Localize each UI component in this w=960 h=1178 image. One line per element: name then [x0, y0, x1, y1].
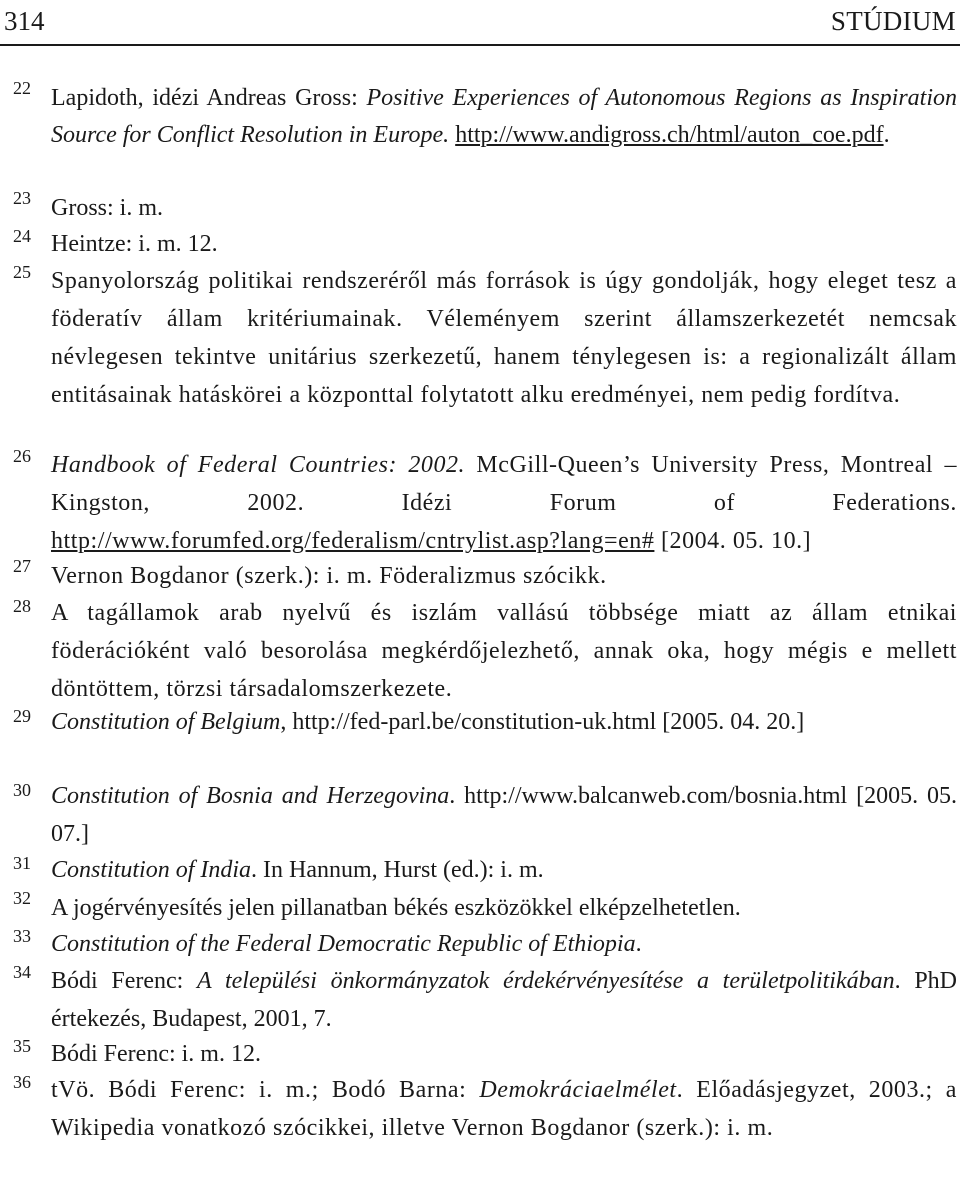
footnote-26-link[interactable]: http://www.forumfed.org/federalism/cntrylist.asp?lang=en# [51, 528, 655, 554]
footnote-31-title: Constitution of India [51, 857, 252, 883]
footnote-36-end: . Előadásjegyzet, 2003.; a Wikipedia vonatkozó szócikkei, illetve Vernon Bogdanor (szerk.): i. m. [51, 1077, 957, 1141]
footnote-number: 29 [13, 706, 31, 726]
footnote-34-end: . PhD értekezés, Budapest, 2001, 7. [51, 968, 957, 1032]
footnote-36-title: Demokráciaelmélet [479, 1077, 677, 1103]
footnote-number: 32 [13, 888, 31, 908]
footnote-31 [51, 852, 957, 889]
footnote-33 [51, 926, 957, 963]
page-header [0, 0, 960, 46]
footnote-36 [51, 1072, 957, 1147]
footnote-36-text: tVö. Bódi Ferenc: i. m.; Bodó Barna: [51, 1077, 480, 1103]
footnote-30-text: . http://www.balcanweb.com/bosnia.html [2005. 05. 07.] [51, 783, 957, 847]
running-head: STÚDIUM [830, 6, 956, 36]
footnote-23 [51, 190, 957, 227]
footnote-31-text: . In Hannum, Hurst (ed.): i. m. [251, 857, 544, 883]
footnote-22-title: Positive Experiences of Autonomous Regions as Inspiration Source for Conflict Resolution in Europe. [51, 85, 957, 148]
footnote-30-title: Constitution of Bosnia and Herzegovina [51, 783, 450, 809]
footnote-22-text: Lapidoth, idézi Andreas Gross: [51, 85, 367, 111]
footnote-27-text: Vernon Bogdanor (szerk.): i. m. Föderalizmus szócikk. [51, 563, 607, 589]
footnote-35-text: Bódi Ferenc: i. m. 12. [51, 1041, 261, 1067]
footnote-number: 36 [13, 1072, 31, 1092]
footnote-26 [51, 446, 957, 560]
footnote-22-link[interactable]: http://www.andigross.ch/html/auton_coe.pdf [455, 121, 884, 148]
footnote-27 [51, 558, 957, 595]
footnote-33-end: . [635, 931, 642, 957]
footnote-number: 25 [13, 262, 31, 282]
footnote-25-text: Spanyolország politikai rendszeréről más források is úgy gondolják, hogy eleget tesz a föderatív állam kritériumainak. Véleményem szerint államszerkezetét nemcsak névlegesen tekintve unitárius szerkezetű, hanem ténylegesen is: a regionalizált állam entitásainak hatáskörei a központtal folytatott alku eredményei, nem pedig fordítva. [51, 268, 957, 408]
footnote-number: 24 [13, 226, 31, 246]
footnote-32 [51, 890, 957, 927]
footnote-24-text: Heintze: i. m. 12. [51, 231, 218, 257]
footnote-26-end: [2004. 05. 10.] [654, 528, 812, 554]
footnote-34-text: Bódi Ferenc: [51, 968, 198, 994]
footnote-number: 31 [13, 853, 31, 873]
footnote-29-title: Constitution of Belgium [51, 709, 281, 735]
footnote-number: 28 [13, 596, 31, 616]
footnote-29-text: , http://fed-parl.be/constitution-uk.html [2005. 04. 20.] [280, 709, 805, 735]
footnote-number: 30 [13, 780, 31, 800]
footnote-26-text: McGill-Queen’s University Press, Montreal – Kingston, 2002. Idézi Forum of Federations. [51, 452, 957, 516]
footnote-23-text: Gross: i. m. [51, 195, 164, 221]
footnote-34-title: A települési önkormányzatok érdekérvényesítése a területpolitikában [197, 968, 895, 994]
footnote-35 [51, 1036, 957, 1073]
footnote-24 [51, 226, 957, 263]
page-number: 314 [4, 6, 45, 36]
footnote-25 [51, 262, 957, 414]
footnote-22 [51, 80, 957, 153]
footnote-29 [51, 704, 957, 742]
footnote-number: 34 [13, 962, 31, 982]
footnote-number: 26 [13, 446, 31, 466]
footnote-22-end: . [883, 121, 890, 148]
footnote-30 [51, 778, 957, 853]
footnote-number: 35 [13, 1036, 31, 1056]
footnote-number: 23 [13, 188, 31, 208]
footnote-number: 33 [13, 926, 31, 946]
footnote-28 [51, 594, 957, 708]
footnote-number: 22 [13, 78, 31, 98]
footnote-28-text: A tagállamok arab nyelvű és iszlám vallású többsége miatt az állam etnikai föderációként való besorolása megkérdőjelezhető, annak oka, hogy mégis e mellett döntöttem, törzsi társadalomszerkezete. [51, 600, 957, 702]
footnote-34 [51, 962, 957, 1038]
footnote-number: 27 [13, 556, 31, 576]
footnote-33-title: Constitution of the Federal Democratic Republic of Ethiopia [51, 931, 636, 957]
footnote-26-title: Handbook of Federal Countries: 2002. [51, 452, 466, 478]
footnote-32-text: A jogérvényesítés jelen pillanatban békés eszközökkel elképzelhetetlen. [51, 895, 741, 921]
